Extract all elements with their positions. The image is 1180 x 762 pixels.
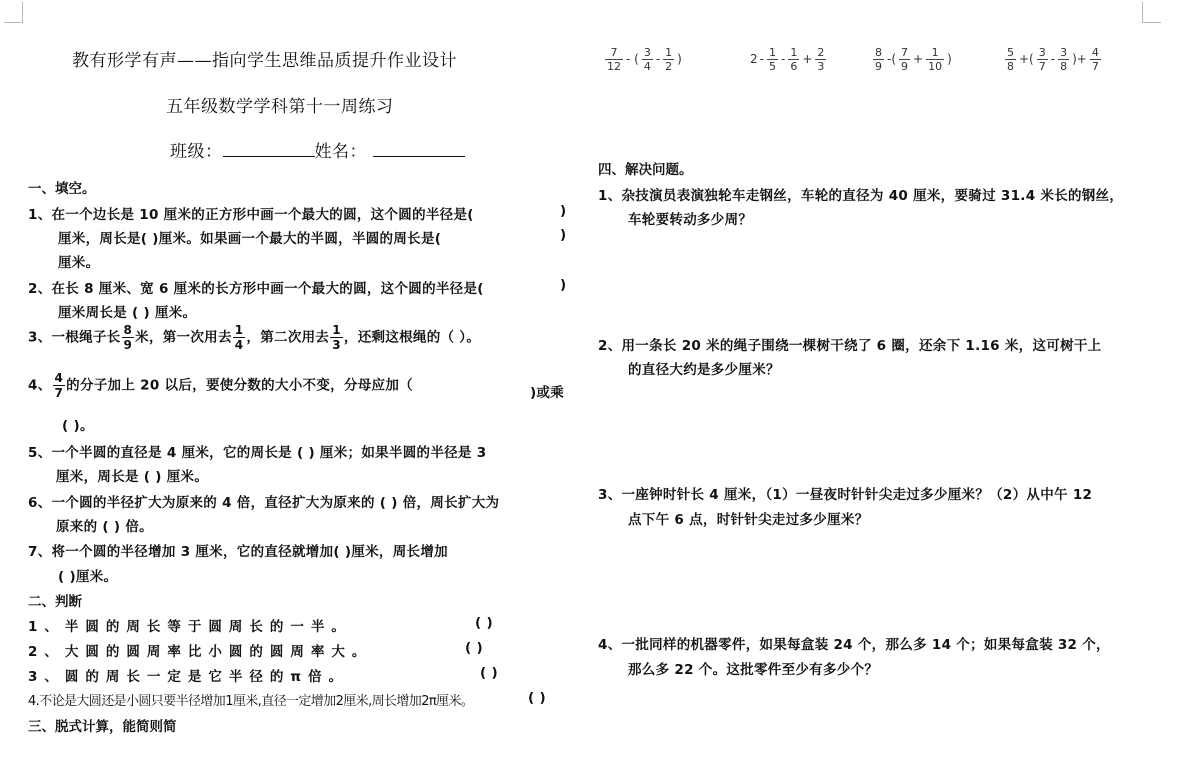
question-3 [28, 324, 480, 351]
question-text: 7、将一个圆的半径增加 3 厘米，它的直径就增加( )厘米，周长增加 [28, 544, 448, 560]
answer-paren: ( ) [480, 665, 498, 681]
question-text: 2、在长 8 厘米、宽 6 厘米的长方形中画一个最大的圆，这个圆的半径是( [28, 281, 484, 297]
section-heading: 二、判断 [28, 594, 82, 610]
fraction: $\frac{3}{8}$ [1060, 46, 1068, 73]
answer-paren: ) [560, 203, 567, 219]
question-text: 厘米周长是 ( ) 厘米。 [58, 305, 197, 321]
question-text: ( )厘米。 [58, 569, 118, 585]
problem-text: 4、一批同样的机器零件，如果每盒装 24 个，那么多 14 个；如果每盒装 32 个， [598, 637, 1110, 653]
problem-text: 1、杂技演员表演独轮车走钢丝，车轮的直径为 40 厘米，要骑过 31.4 米长的钢丝， [598, 188, 1124, 204]
judgement-text: 2、大圆的圆周率比小圆的圆周率大。 [28, 644, 373, 660]
question-text: ，还剩这根绳的（ ）。 [343, 329, 481, 346]
problem-text: 3、一座钟时针长 4 厘米，（1）一昼夜时针针尖走过多少厘米？（2）从中午 12 [598, 487, 1093, 503]
answer-paren: ( ) [528, 690, 546, 706]
question-text: 厘米，周长是( )厘米。如果画一个最大的半圆，半圆的周长是( [58, 231, 442, 247]
problem-text: 车轮要转动多少周？ [628, 212, 753, 228]
calc-expression-4: $\frac{5}{8}$ +( $\frac{3}{7}$ - $\frac{3}{8}$ )+ $\frac{4}{7}$ [1007, 46, 1099, 73]
answer-paren: ) [560, 277, 567, 293]
question-text: 的分子加上 20 以后，要使分数的大小不变，分母应加（ [66, 377, 413, 394]
fraction: $\frac{7}{9}$ [901, 46, 909, 73]
question-text: 厘米。 [58, 255, 100, 271]
question-text: 6、一个圆的半径扩大为原来的 4 倍，直径扩大为原来的 ( ) 倍，周长扩大为 [28, 495, 500, 511]
problem-text: 那么多 22 个。这批零件至少有多少个？ [628, 662, 879, 678]
section-heading: 四、解决问题。 [598, 162, 693, 178]
name-field[interactable] [373, 142, 465, 157]
section-heading: 一、填空。 [28, 181, 96, 197]
question-text: 3、一根绳子长 [28, 329, 121, 346]
question-text: 4、 [28, 377, 52, 394]
fraction: $\frac{4}{7}$ [54, 371, 64, 400]
problem-text: 的直径大约是多少厘米？ [628, 362, 780, 378]
question-text: 原来的 ( ) 倍。 [56, 519, 153, 535]
question-text: )或乘 [530, 385, 565, 401]
page-corner-mark [4, 2, 23, 23]
question-text: ，第二次用去 [246, 329, 330, 346]
calc-expression-2: 2 - $\frac{1}{5}$ - $\frac{1}{6}$ + $\frac{2}{3}$ [750, 46, 825, 73]
student-info [170, 137, 465, 162]
calc-expression-1: $\frac{7}{12}$ - ( $\frac{3}{4}$ - $\frac{1}{2}$ ) [607, 46, 682, 73]
fraction: $\frac{1}{6}$ [790, 46, 798, 73]
class-field[interactable] [223, 142, 315, 157]
question-text: 1、在一个边长是 10 厘米的正方形中画一个最大的圆，这个圆的半径是( [28, 207, 474, 223]
answer-paren: ( ) [475, 615, 493, 631]
question-4 [28, 372, 413, 399]
judgement-text: 4.不论是大圆还是小圆只要半径增加1厘米,直径一定增加2厘米,周长增加2π厘米。 [28, 694, 474, 709]
question-text: ( )。 [62, 418, 94, 434]
page-corner-mark [1142, 2, 1161, 23]
judgement-text: 1、半圆的周长等于圆周长的一半。 [28, 619, 352, 635]
fraction: $\frac{3}{7}$ [1038, 46, 1046, 73]
fraction: $\frac{7}{12}$ [607, 46, 621, 73]
fraction: $\frac{2}{3}$ [817, 46, 825, 73]
problem-text: 点下午 6 点，时针针尖走过多少厘米？ [628, 512, 869, 528]
answer-paren: ) [560, 227, 567, 243]
fraction: $\frac{5}{8}$ [1007, 46, 1014, 73]
page-title: 教有形学有声——指向学生思维品质提升作业设计 [72, 51, 457, 71]
fraction: $\frac{3}{4}$ [643, 46, 651, 73]
judgement-text: 3、圆的周长一定是它半径的π倍。 [28, 669, 350, 685]
fraction: $\frac{8}{9}$ [123, 323, 133, 352]
fraction: $\frac{1}{10}$ [928, 46, 943, 73]
fraction: $\frac{1}{3}$ [332, 323, 341, 352]
fraction: $\frac{1}{5}$ [768, 46, 776, 73]
answer-paren: ( ) [465, 640, 483, 656]
fraction: $\frac{1}{2}$ [665, 46, 673, 73]
name-label: 姓名： [314, 142, 367, 162]
problem-text: 2、用一条长 20 米的绳子围绕一棵树干绕了 6 圈，还余下 1.16 米，这可树干上 [598, 338, 1102, 354]
class-label: 班级： [170, 142, 223, 162]
question-text: 5、一个半圆的直径是 4 厘米，它的周长是 ( ) 厘米；如果半圆的半径是 3 [28, 445, 487, 461]
question-text: 米，第一次用去 [135, 329, 232, 346]
section-heading: 三、脱式计算，能简则简 [28, 719, 177, 735]
page-subtitle: 五年级数学学科第十一周练习 [166, 97, 394, 117]
fraction: $\frac{8}{9}$ [875, 46, 882, 73]
calc-expression-3: $\frac{8}{9}$ -( $\frac{7}{9}$ + $\frac{1}{10}$ ) [875, 46, 952, 73]
fraction: $\frac{4}{7}$ [1091, 46, 1099, 73]
question-text: 厘米，周长是 ( ) 厘米。 [56, 469, 209, 485]
fraction: $\frac{1}{4}$ [234, 323, 244, 352]
